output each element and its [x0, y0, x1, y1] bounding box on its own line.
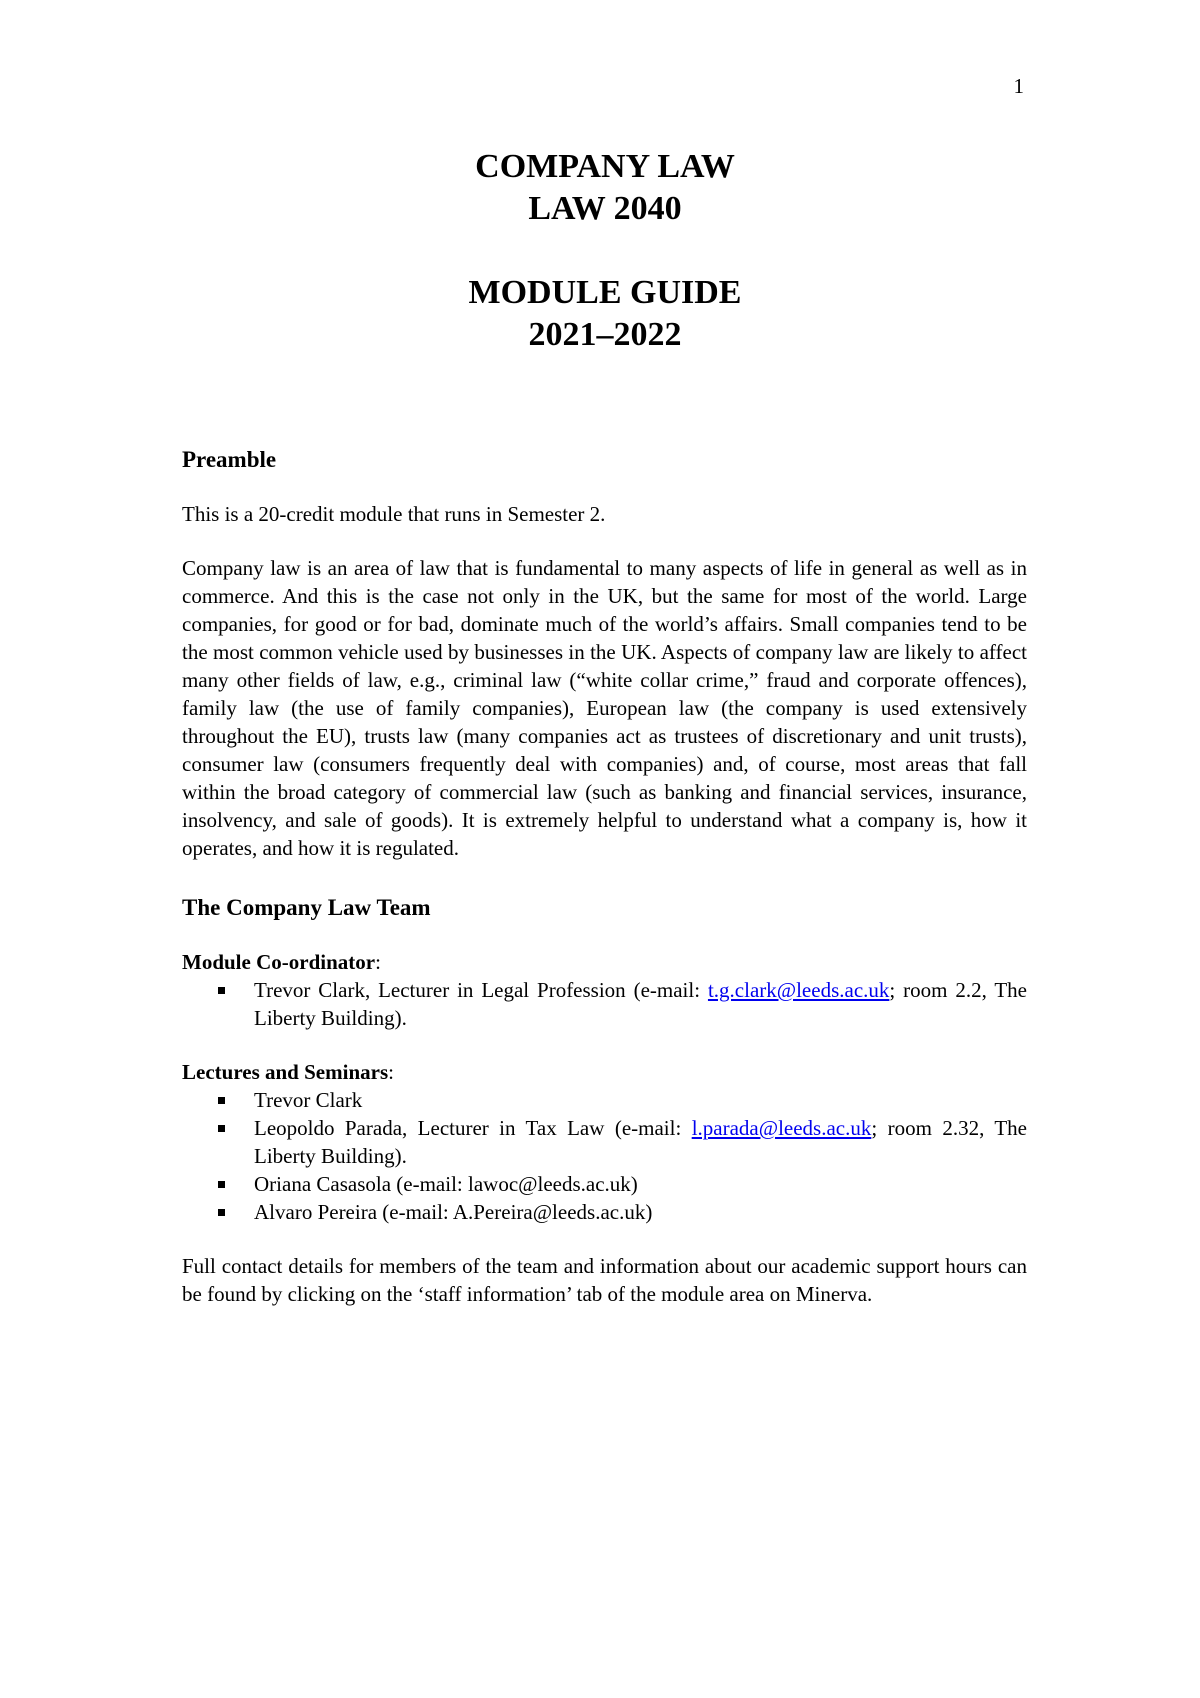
bullet-icon	[218, 987, 225, 994]
coordinator-text-after: ; room 2.2, The Liberty Building).	[254, 978, 1028, 1030]
list-item	[254, 1170, 1027, 1198]
bullet-icon	[218, 1181, 225, 1188]
list-item	[254, 1114, 1027, 1170]
guide-title: MODULE GUIDE	[468, 274, 742, 311]
lecturer-email-link[interactable]: l.parada@leeds.ac.uk	[691, 1116, 872, 1140]
page-number: 1	[1013, 74, 1024, 98]
lecturer-text-after: ; room 2.32, The Liberty Building).	[254, 1116, 1027, 1168]
team-heading: The Company Law Team	[182, 895, 431, 920]
lectures-heading: Lectures and Seminars:	[182, 1060, 394, 1084]
preamble-description-paragraph: Company law is an area of law that is fundamental to many aspects of life in general as well as in commerce. And this is the case not only in the UK, but the same for most of the world. Large companies, for good or for bad, dominate much of the world’s affairs. Small companies tend to be the most common vehicle used by businesses in the UK. Aspects of company law are likely to affect many other fields of law, e.g., criminal law (“white collar crime,” fraud and corporate offences), family law (the use of family companies), European law (the company is used extensively throughout the EU), trusts law (many companies act as trustees of discretionary and unit trusts), consumer law (consumers frequently deal with companies) and, of course, most areas that fall within the broad category of commercial law (such as banking and financial services, insurance, insolvency, and sale of goods). It is extremely helpful to understand what a company is, how it operates, and how it is regulated.	[182, 556, 1027, 860]
coordinator-text-before: Trevor Clark, Lecturer in Legal Profession (e-mail:	[254, 978, 708, 1002]
lecturers-list	[182, 1086, 1027, 1226]
preamble-heading: Preamble	[182, 447, 277, 472]
coordinator-list	[182, 976, 1027, 1032]
academic-year: 2021–2022	[528, 316, 682, 353]
bullet-icon	[218, 1209, 225, 1216]
list-item	[254, 1086, 1027, 1114]
bullet-icon	[218, 1097, 225, 1104]
lecturer-name: Oriana Casasola (e-mail: lawoc@leeds.ac.uk)	[254, 1172, 638, 1196]
document-body	[182, 446, 1027, 1334]
preamble-credit-paragraph: This is a 20-credit module that runs in Semester 2.	[182, 502, 606, 526]
list-item	[254, 1198, 1027, 1226]
coordinator-heading: Module Co-ordinator:	[182, 950, 381, 974]
lectures-label: Lectures and Seminars	[182, 1060, 389, 1084]
list-item	[254, 976, 1027, 1032]
bullet-icon	[218, 1125, 225, 1132]
title-block	[0, 146, 1200, 356]
contact-details-paragraph: Full contact details for members of the team and information about our academic support hours can be found by clicking on the ‘staff information’ tab of the module area on Minerva.	[182, 1254, 1027, 1306]
course-title: COMPANY LAW	[475, 148, 735, 185]
title-gap	[0, 230, 1200, 272]
lecturer-text-before: Leopoldo Parada, Lecturer in Tax Law (e-mail:	[254, 1116, 692, 1140]
lecturer-name: Alvaro Pereira (e-mail: A.Pereira@leeds.ac.uk)	[254, 1200, 653, 1224]
lecturer-name: Trevor Clark	[254, 1088, 363, 1112]
course-code: LAW 2040	[528, 190, 682, 227]
coordinator-email-link[interactable]: t.g.clark@leeds.ac.uk	[707, 978, 890, 1002]
coordinator-label: Module Co-ordinator	[182, 950, 376, 974]
